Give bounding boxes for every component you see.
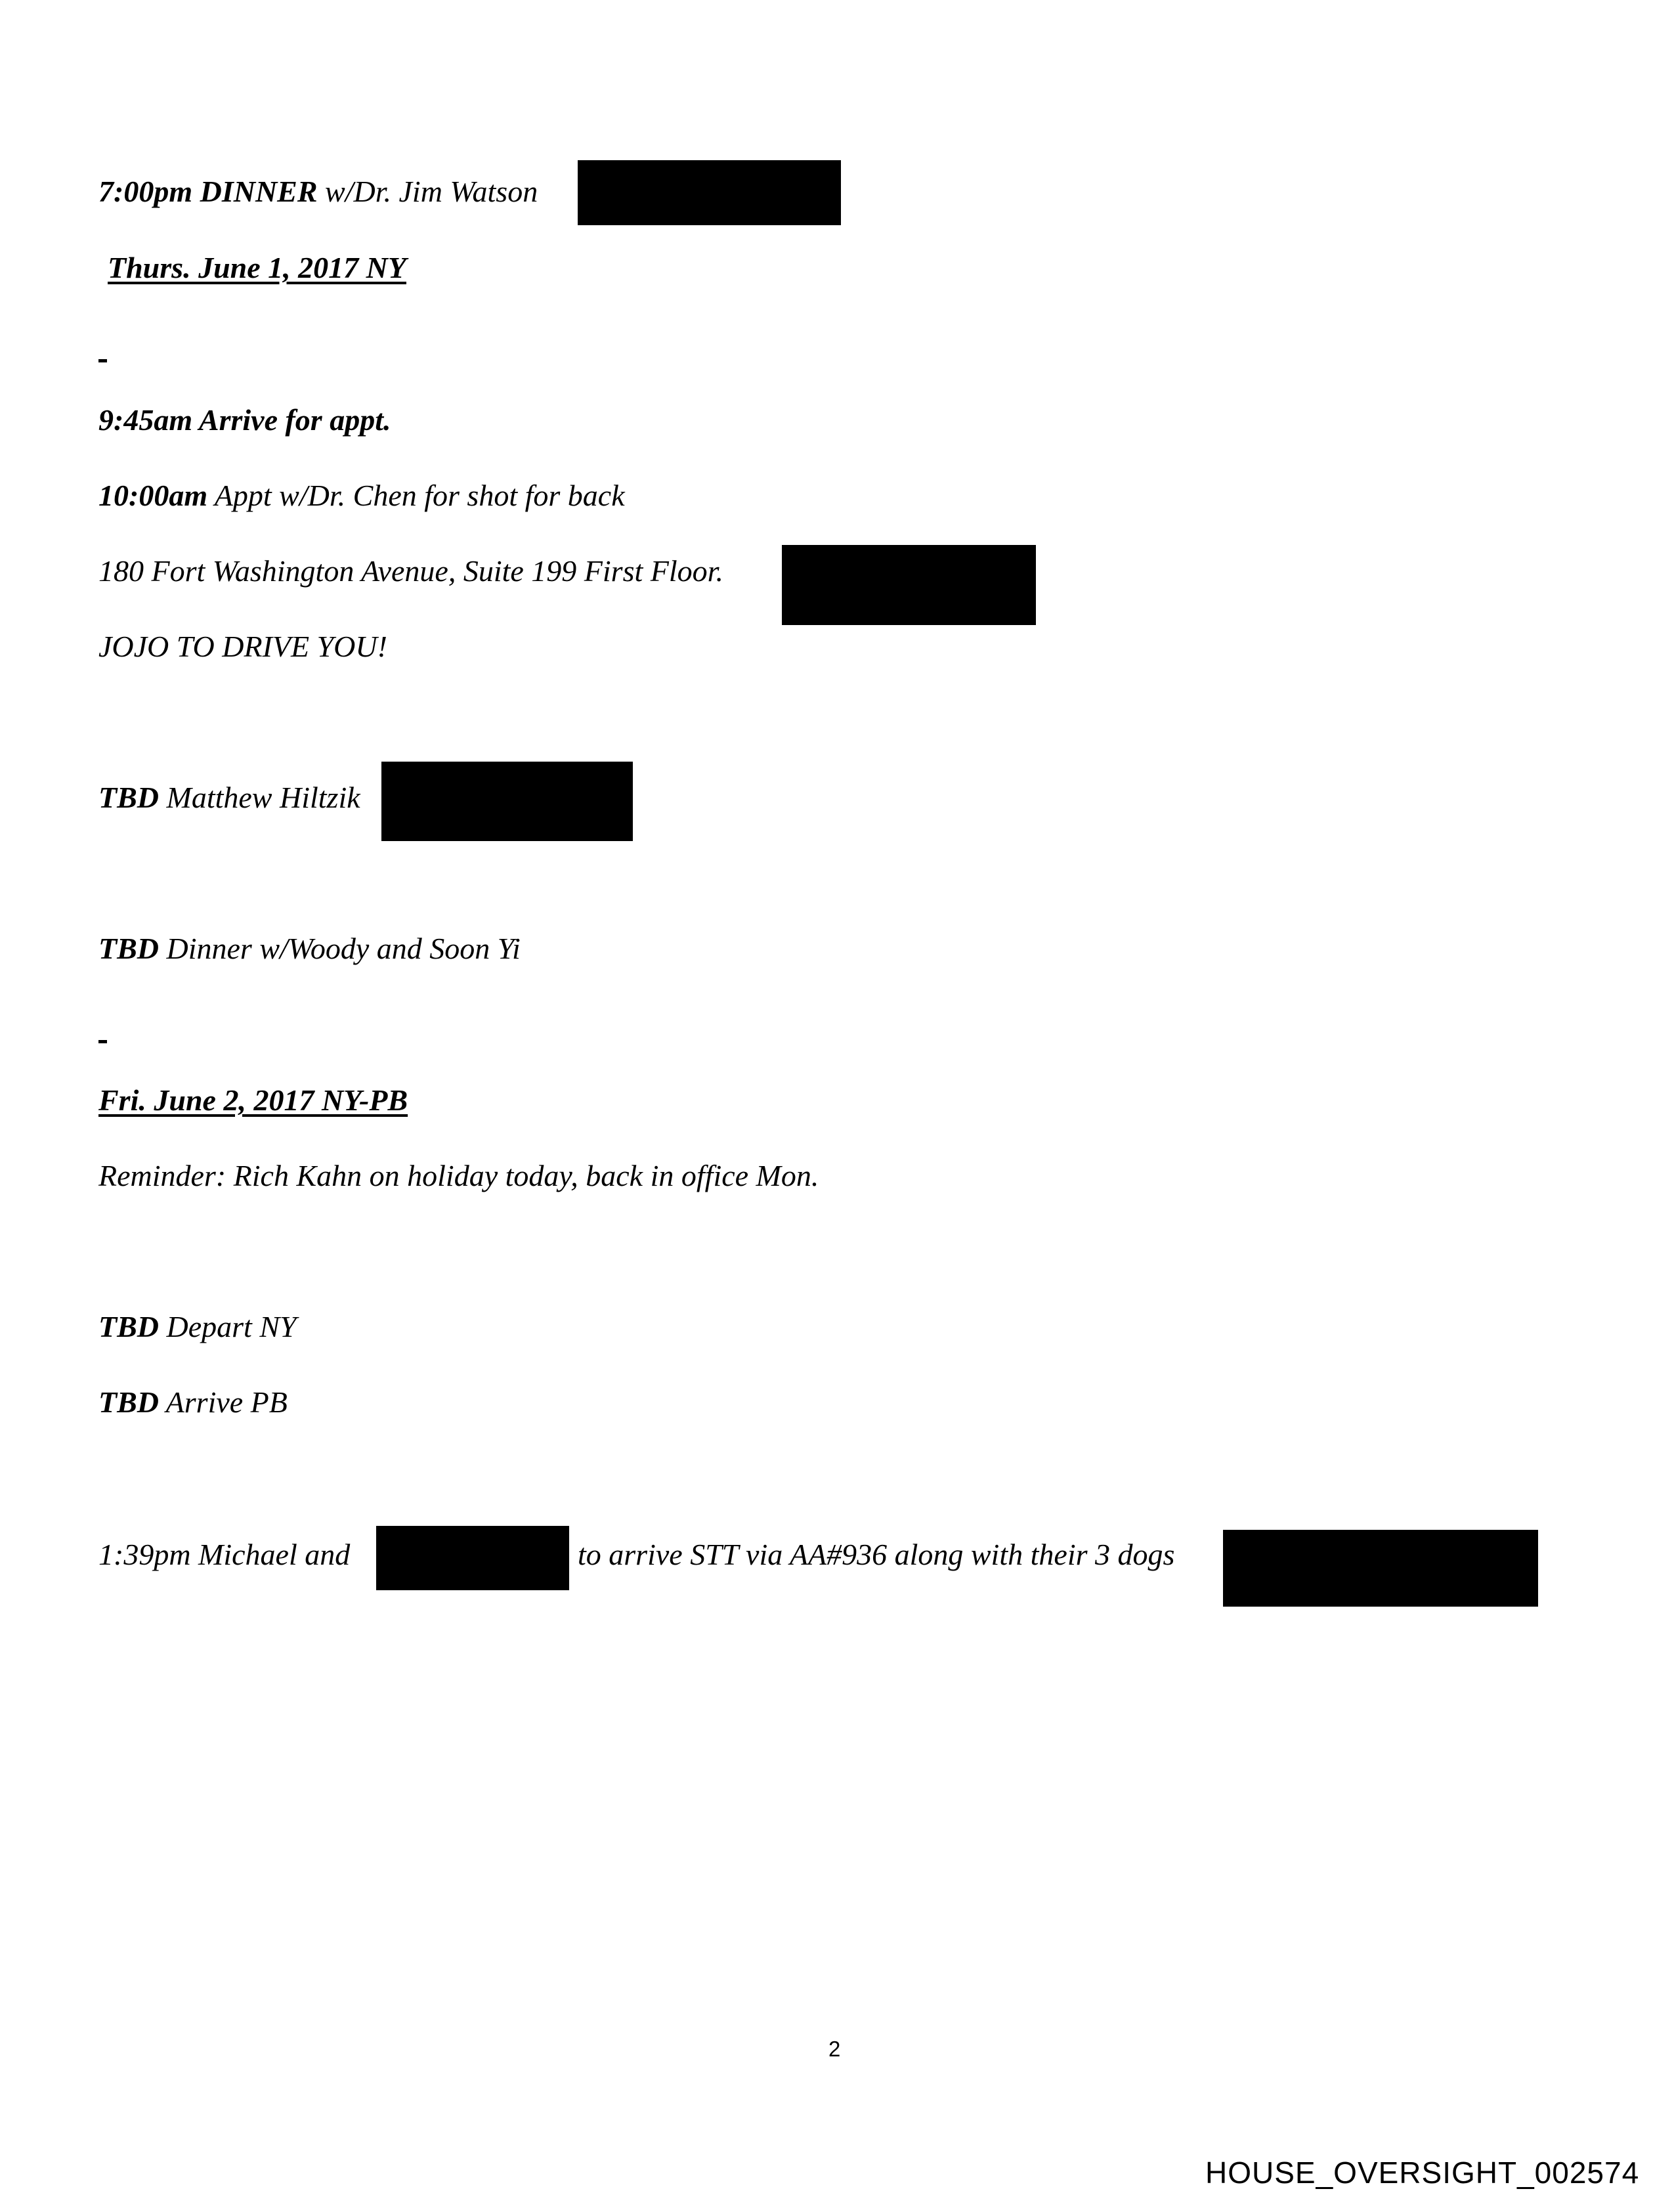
redaction-box (578, 160, 841, 225)
entry-michael-part1: 1:39pm Michael and (98, 1538, 351, 1571)
entry-tbd-arrive (98, 1383, 288, 1422)
entry-text: Appt w/Dr. Chen for shot for back (207, 479, 625, 512)
dash-separator (98, 1040, 107, 1043)
entry-time: TBD (98, 781, 159, 814)
entry-tbd-dinner-woody (98, 929, 521, 968)
entry-michael-part2: to arrive STT via AA#936 along with their 3 dogs (578, 1538, 1175, 1571)
entry-text: Matthew Hiltzik (159, 781, 360, 814)
entry-address: 180 Fort Washington Avenue, Suite 199 First Floor. (98, 554, 723, 588)
entry-text: w/Dr. Jim Watson (317, 175, 538, 208)
entry-time: 7:00pm DINNER (98, 175, 318, 208)
entry-tbd-hiltzik (98, 778, 360, 817)
redaction-box (782, 545, 1036, 625)
date-heading-friday: Fri. June 2, 2017 NY-PB (98, 1083, 408, 1117)
entry-arrive-appt: 9:45am Arrive for appt. (98, 403, 391, 437)
redaction-box (381, 762, 633, 841)
entry-text: Dinner w/Woody and Soon Yi (159, 932, 521, 965)
entry-time: 10:00am (98, 479, 208, 512)
entry-time: TBD (98, 1310, 159, 1343)
entry-text: Depart NY (159, 1310, 297, 1343)
entry-time: TBD (98, 932, 159, 965)
entry-text: Arrive PB (159, 1385, 288, 1419)
entry-time: TBD (98, 1385, 159, 1419)
page-number: 2 (828, 2037, 841, 2061)
dash-separator (98, 359, 107, 362)
entry-dinner-watson (98, 172, 538, 211)
entry-appt-chen (98, 476, 625, 515)
bates-stamp: HOUSE_OVERSIGHT_002574 (1205, 2156, 1640, 2190)
entry-jojo: JOJO TO DRIVE YOU! (98, 630, 387, 663)
redaction-box (1223, 1530, 1538, 1607)
date-heading-thursday: Thurs. June 1, 2017 NY (108, 251, 406, 284)
redaction-box (376, 1526, 569, 1590)
entry-tbd-depart (98, 1307, 297, 1347)
entry-reminder: Reminder: Rich Kahn on holiday today, back in office Mon. (98, 1159, 819, 1192)
